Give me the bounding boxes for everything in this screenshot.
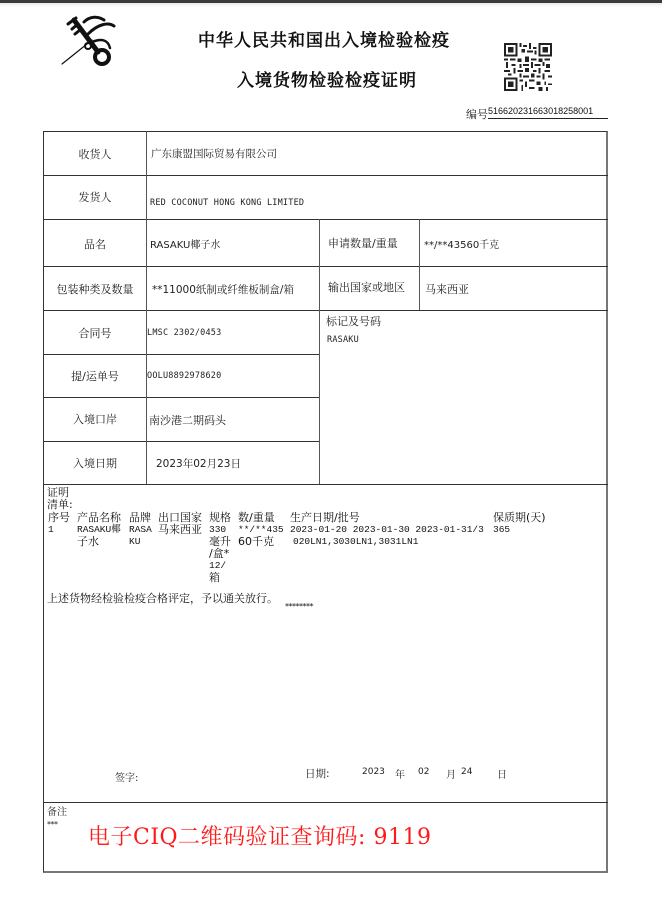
- row-country: 马来西亚: [158, 523, 202, 536]
- column-header-spec: 规格: [209, 511, 231, 524]
- entry-date-value: 2023年02月23日: [156, 458, 241, 470]
- row-divider: [43, 175, 608, 176]
- declared-quantity-label: 申请数量/重量: [328, 237, 398, 250]
- serial-number: [466, 106, 608, 123]
- column-header-country: 出口国家: [158, 511, 202, 524]
- column-header-quantity: 数/重量: [238, 511, 275, 524]
- row-index: 1: [48, 524, 54, 535]
- column-header-product: 产品名称: [77, 511, 121, 524]
- row-divider: [43, 441, 319, 442]
- issue-date-month: 02: [418, 767, 430, 777]
- row-spec-line1: 330: [209, 524, 227, 535]
- port-of-entry-value: 南沙港二期码头: [149, 414, 226, 427]
- column-divider: [146, 131, 147, 484]
- row-shelf-life: 365: [493, 524, 511, 535]
- viewer-top-shadow: [0, 3, 662, 7]
- certificate-heading: 证明: [47, 486, 69, 499]
- issue-date-year-unit: 年: [395, 770, 405, 781]
- row-production-line1: 2023-01-20 2023-01-30 2023-01-31/3: [290, 524, 484, 535]
- column-header-production: 生产日期/批号: [290, 511, 360, 524]
- entry-date-label: 入境日期: [73, 457, 117, 470]
- row-brand-line2: KU: [129, 536, 141, 547]
- bill-of-lading-label: 提/运单号: [71, 370, 119, 383]
- remarks-label: 备注: [47, 807, 67, 818]
- document-title-authority: 中华人民共和国出入境检验检疫: [198, 31, 450, 51]
- consignor-label: 发货人: [78, 191, 112, 204]
- column-header-index: 序号: [48, 511, 70, 524]
- serial-number-value: 516620231663018258001: [488, 106, 608, 119]
- qr-code-icon[interactable]: [504, 43, 552, 91]
- contract-no-label: 合同号: [78, 327, 112, 340]
- row-product-line2: 子水: [77, 535, 99, 548]
- origin-country-value: 马来西亚: [425, 283, 469, 296]
- signature-label: 签字:: [115, 773, 139, 784]
- row-production-line2: 020LN1,3030LN1,3031LN1: [293, 536, 419, 547]
- row-divider: [43, 397, 319, 398]
- packaging-value: **11000纸制或纤维板制盒/箱: [152, 284, 294, 296]
- row-divider: [43, 310, 608, 311]
- row-spec-line3: /盒*: [209, 547, 230, 560]
- serial-number-label: 编号: [466, 108, 488, 121]
- issue-date-day-unit: 日: [497, 770, 507, 781]
- column-divider: [419, 219, 420, 310]
- row-spec-line2: 毫升: [209, 535, 231, 548]
- list-heading: 清单:: [47, 498, 73, 511]
- remarks-value: ***: [47, 820, 58, 829]
- issue-date-year: 2023: [362, 767, 385, 777]
- document-title-certificate: 入境货物检验检疫证明: [237, 71, 417, 91]
- row-quantity-line1: **/**435: [238, 524, 284, 535]
- declared-quantity-value: **/**43560千克: [424, 240, 500, 251]
- row-divider: [43, 266, 608, 267]
- row-divider: [43, 802, 608, 803]
- ciq-emblem-icon: [58, 14, 122, 72]
- certificate-section: [47, 487, 73, 511]
- marks-value: RASAKU: [327, 335, 359, 345]
- port-of-entry-label: 入境口岸: [73, 413, 117, 426]
- row-divider: [43, 354, 319, 355]
- bill-of-lading-value: OOLU8892978620: [147, 371, 222, 381]
- column-header-shelf-life: 保质期(天): [493, 511, 546, 524]
- consignor-value: RED COCONUT HONG KONG LIMITED: [150, 198, 305, 208]
- issue-date-day: 24: [461, 767, 473, 777]
- marks-label: 标记及号码: [326, 315, 381, 328]
- row-brand-line1: RASA: [129, 524, 152, 535]
- issue-date-month-unit: 月: [446, 770, 456, 781]
- consignee-value: 广东康盟国际贸易有限公司: [151, 148, 277, 160]
- ciq-verification-code: 电子CIQ二维码验证查询码: 9119: [88, 825, 432, 850]
- contract-no-value: LMSC 2302/0453: [147, 328, 222, 338]
- column-divider: [319, 219, 320, 484]
- packaging-label: 包装种类及数量: [56, 283, 134, 296]
- row-quantity-line2: 60千克: [238, 535, 274, 548]
- origin-country-label: 输出国家或地区: [328, 281, 405, 294]
- conclusion-stars: ********: [285, 602, 313, 611]
- inspection-conclusion: 上述货物经检验检疫合格评定，予以通关放行。: [47, 592, 278, 605]
- issue-date-label: 日期:: [305, 768, 330, 780]
- product-name-value: RASAKU椰子水: [150, 240, 221, 251]
- row-spec-line4: 12/: [209, 560, 227, 571]
- consignee-label: 收货人: [78, 148, 112, 161]
- row-divider: [43, 219, 608, 220]
- product-name-label: 品名: [84, 238, 106, 251]
- row-product-line1: RASAKU椰: [77, 524, 121, 535]
- row-divider: [43, 484, 608, 485]
- column-header-brand: 品牌: [129, 511, 151, 524]
- row-spec-line5: 箱: [209, 571, 220, 584]
